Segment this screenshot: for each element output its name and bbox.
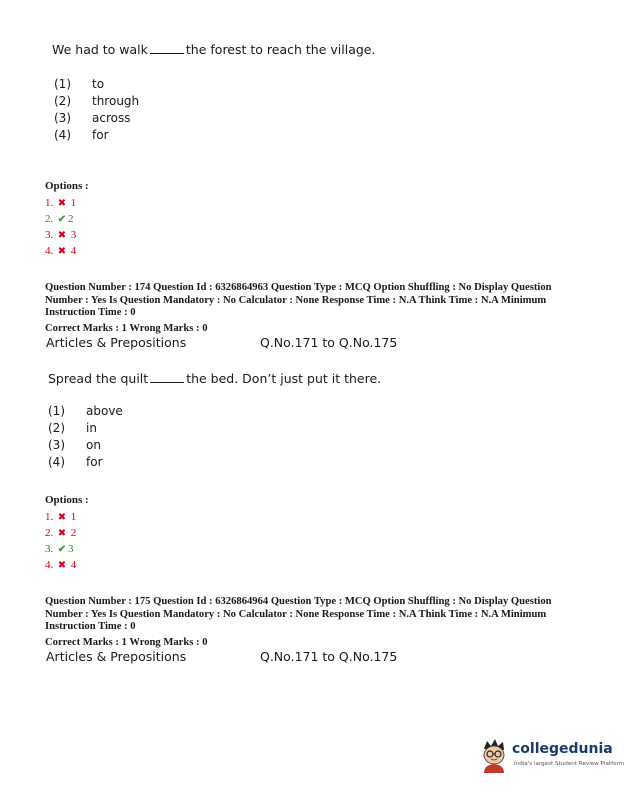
choice-1: 1. ✖ 1: [45, 509, 76, 525]
marks: Correct Marks : 1 Wrong Marks : 0: [45, 636, 208, 648]
option-row: (4) for: [48, 455, 103, 469]
check-icon: ✔: [57, 544, 67, 555]
cross-icon: ✖: [57, 246, 67, 257]
choice-1: 1. ✖ 1: [45, 195, 76, 211]
brand-logo: [478, 737, 624, 777]
cross-icon: ✖: [57, 230, 67, 241]
choice-3: 3. ✖ 3: [45, 227, 76, 243]
answer-options: [54, 76, 139, 144]
option-row: (1) to: [54, 77, 105, 91]
question-meta: Question Number : 175 Question Id : 6326864964 Question Type : MCQ Option Shuffling : No Display Question Number : Yes Is Question Mandatory : No Calculator : None Response Time : N.A Think Time : N.A Minimum Instruction Time : 0 Correct Marks : 1 Wrong Marks : 0: [45, 596, 585, 649]
question-text: We had to walk the forest to reach the village.: [52, 42, 376, 57]
options-heading: Options :: [45, 494, 89, 506]
option-row: (2) through: [54, 94, 140, 108]
brand-tagline: India's largest Student Review Platform: [514, 761, 624, 767]
blank-line: [150, 43, 184, 54]
options-heading: Options :: [45, 180, 89, 192]
check-icon: ✔: [57, 214, 67, 225]
question-text: Spread the quilt the bed. Don’t just put it there.: [48, 371, 382, 386]
choice-2: 2. ✖ 2: [45, 525, 76, 541]
option-row: (2) in: [48, 421, 97, 435]
blank-line: [150, 372, 184, 383]
topic-label: Articles & Prepositions: [46, 335, 187, 350]
question-range: Q.No.171 to Q.No.175: [260, 335, 398, 350]
cross-icon: ✖: [57, 560, 67, 571]
brand-name: collegedunia: [512, 741, 613, 757]
choice-2: 2. ✔ 2: [45, 211, 74, 227]
marks: Correct Marks : 1 Wrong Marks : 0: [45, 322, 208, 334]
question-meta: Question Number : 174 Question Id : 6326864963 Question Type : MCQ Option Shuffling : No Display Question Number : Yes Is Question Mandatory : No Calculator : None Response Time : N.A Think Time : N.A Minimum Instruction Time : 0 Correct Marks : 1 Wrong Marks : 0: [45, 282, 585, 335]
option-row: (3) on: [48, 438, 101, 452]
question-range: Q.No.171 to Q.No.175: [260, 649, 398, 664]
choice-4: 4. ✖ 4: [45, 243, 76, 259]
mascot-icon: [478, 737, 510, 777]
answer-options: [48, 403, 123, 471]
option-row: (3) across: [54, 111, 131, 125]
topic-label: Articles & Prepositions: [46, 649, 187, 664]
choice-4: 4. ✖ 4: [45, 557, 76, 573]
cross-icon: ✖: [57, 512, 67, 523]
cross-icon: ✖: [57, 528, 67, 539]
choice-3: 3. ✔ 3: [45, 541, 74, 557]
option-row: (1) above: [48, 404, 123, 418]
option-row: (4) for: [54, 128, 109, 142]
cross-icon: ✖: [57, 198, 67, 209]
